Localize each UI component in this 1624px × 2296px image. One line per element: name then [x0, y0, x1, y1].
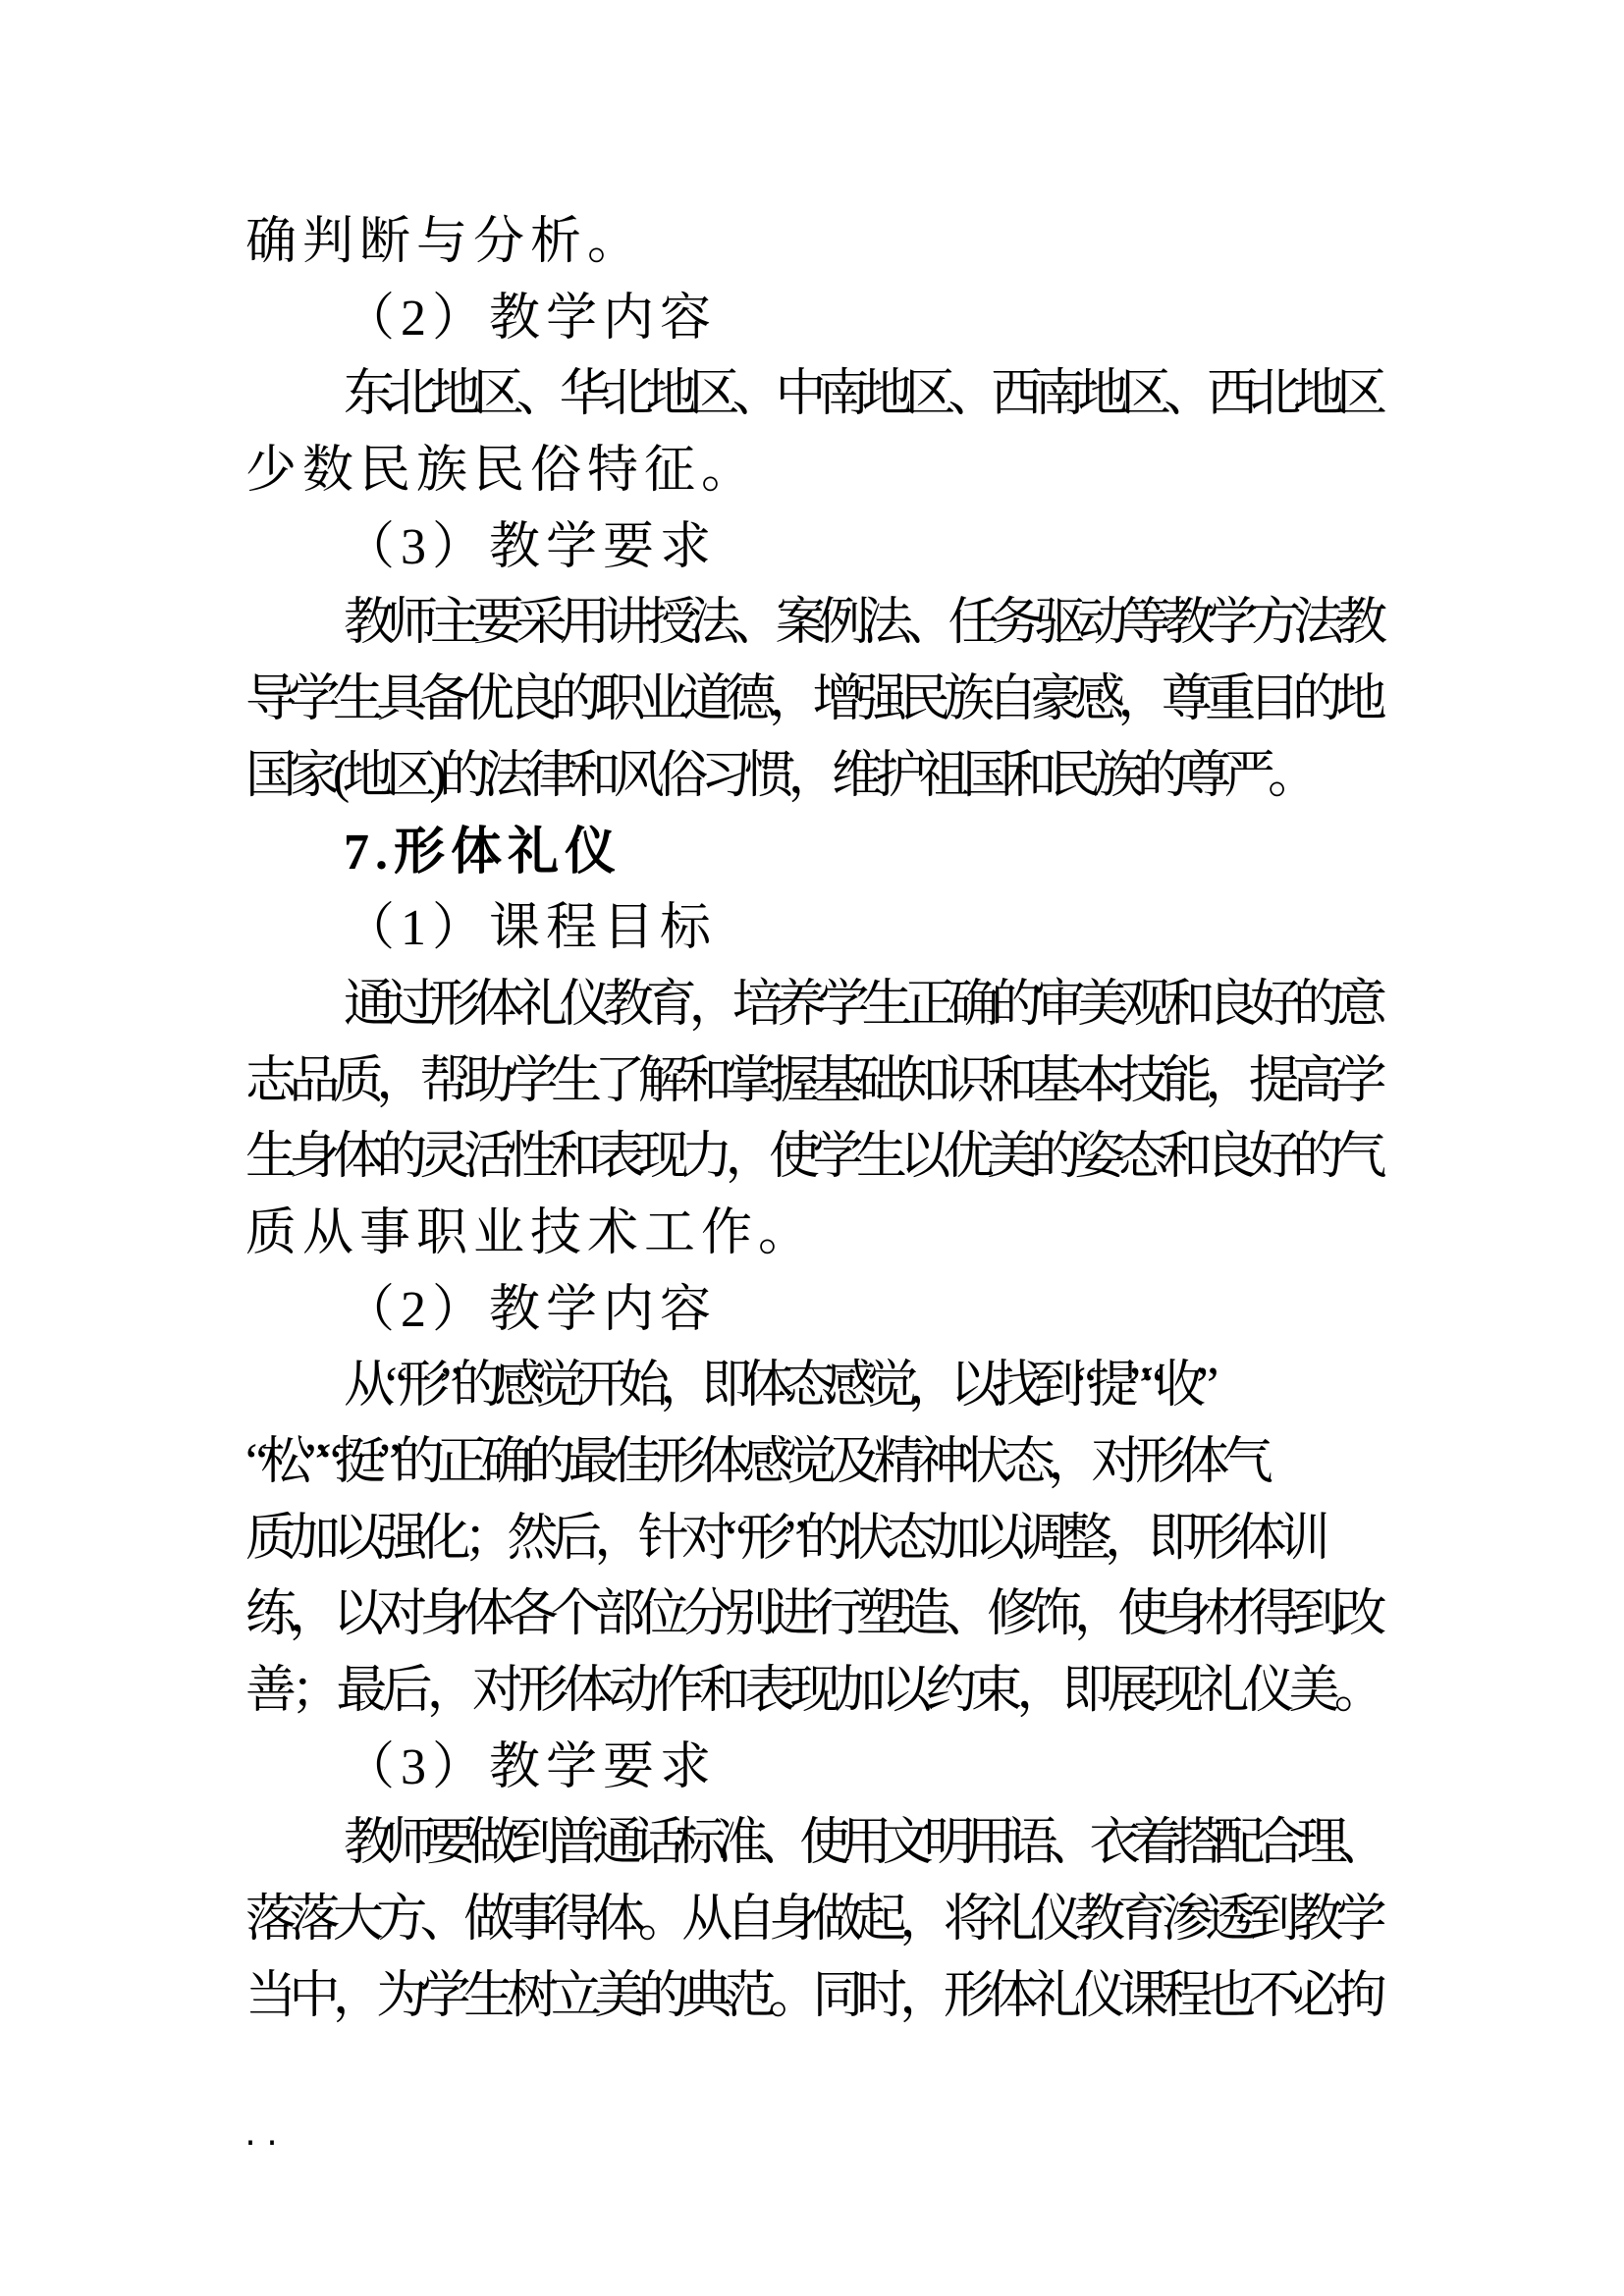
text-line: 善；最后，对形体动作和表现加以约束，即展现礼仪美。 [245, 1663, 1380, 1720]
text-line: 志品质，帮助学生了解和掌握基础知识和基本技能，提高学 [245, 1052, 1380, 1109]
text-line: 落落大方、做事得体。从自身做起，将礼仪教育渗透到教学 [245, 1892, 1380, 1949]
text-line: （3）教学要求 [344, 1738, 718, 1795]
text-line: 导学生具备优良的职业道德，增强民族自豪感，尊重目的地 [245, 671, 1380, 728]
text-line: （2）教学内容 [344, 290, 718, 347]
text-line: 教师主要采用讲授法、案例法、任务驱动等教学方法教 [344, 595, 1380, 652]
section-heading: 7.形体礼仪 [344, 824, 623, 881]
text-line: 练，以对身体各个部位分别进行塑造、修饰，使身材得到改 [245, 1586, 1380, 1643]
text-line: 质从事职业技术工作。 [245, 1204, 816, 1261]
text-line: （1）课程目标 [344, 900, 718, 957]
text-line: （3）教学要求 [344, 518, 718, 575]
text-line: 少数民族民俗特征。 [245, 443, 759, 500]
text-line: （2）教学内容 [344, 1281, 718, 1338]
text-line: 国家(地区)的法律和风俗习惯，维护祖国和民族的尊严。 [245, 747, 1312, 804]
text-line: 通过形体礼仪教育，培养学生正确的审美观和良好的意 [344, 976, 1380, 1033]
text-line: 东北地区、华北地区、中南地区、西南地区、西北地区 [344, 366, 1380, 423]
text-line: 确判断与分析。 [245, 214, 645, 270]
text-line: “松”“挺”的正确的最佳形体感觉及精神状态，对形体气 [245, 1434, 1267, 1490]
text-line: 教师要做到普通话标准、使用文明用语、衣着搭配合理、 [344, 1815, 1380, 1872]
footer-mark: .. [242, 2118, 286, 2153]
text-line: 质加以强化；然后，针对“形”的状态加以调整，即形体训 [245, 1510, 1324, 1567]
text-line: 生身体的灵活性和表现力，使学生以优美的姿态和良好的气 [245, 1129, 1380, 1186]
text-line: 从“形”的感觉开始，即体态感觉，以找到“提”“收” [344, 1358, 1210, 1415]
text-line: 当中，为学生树立美的典范。同时，形体礼仪课程也不必拘 [245, 1967, 1380, 2024]
page-body [245, 204, 1380, 2035]
